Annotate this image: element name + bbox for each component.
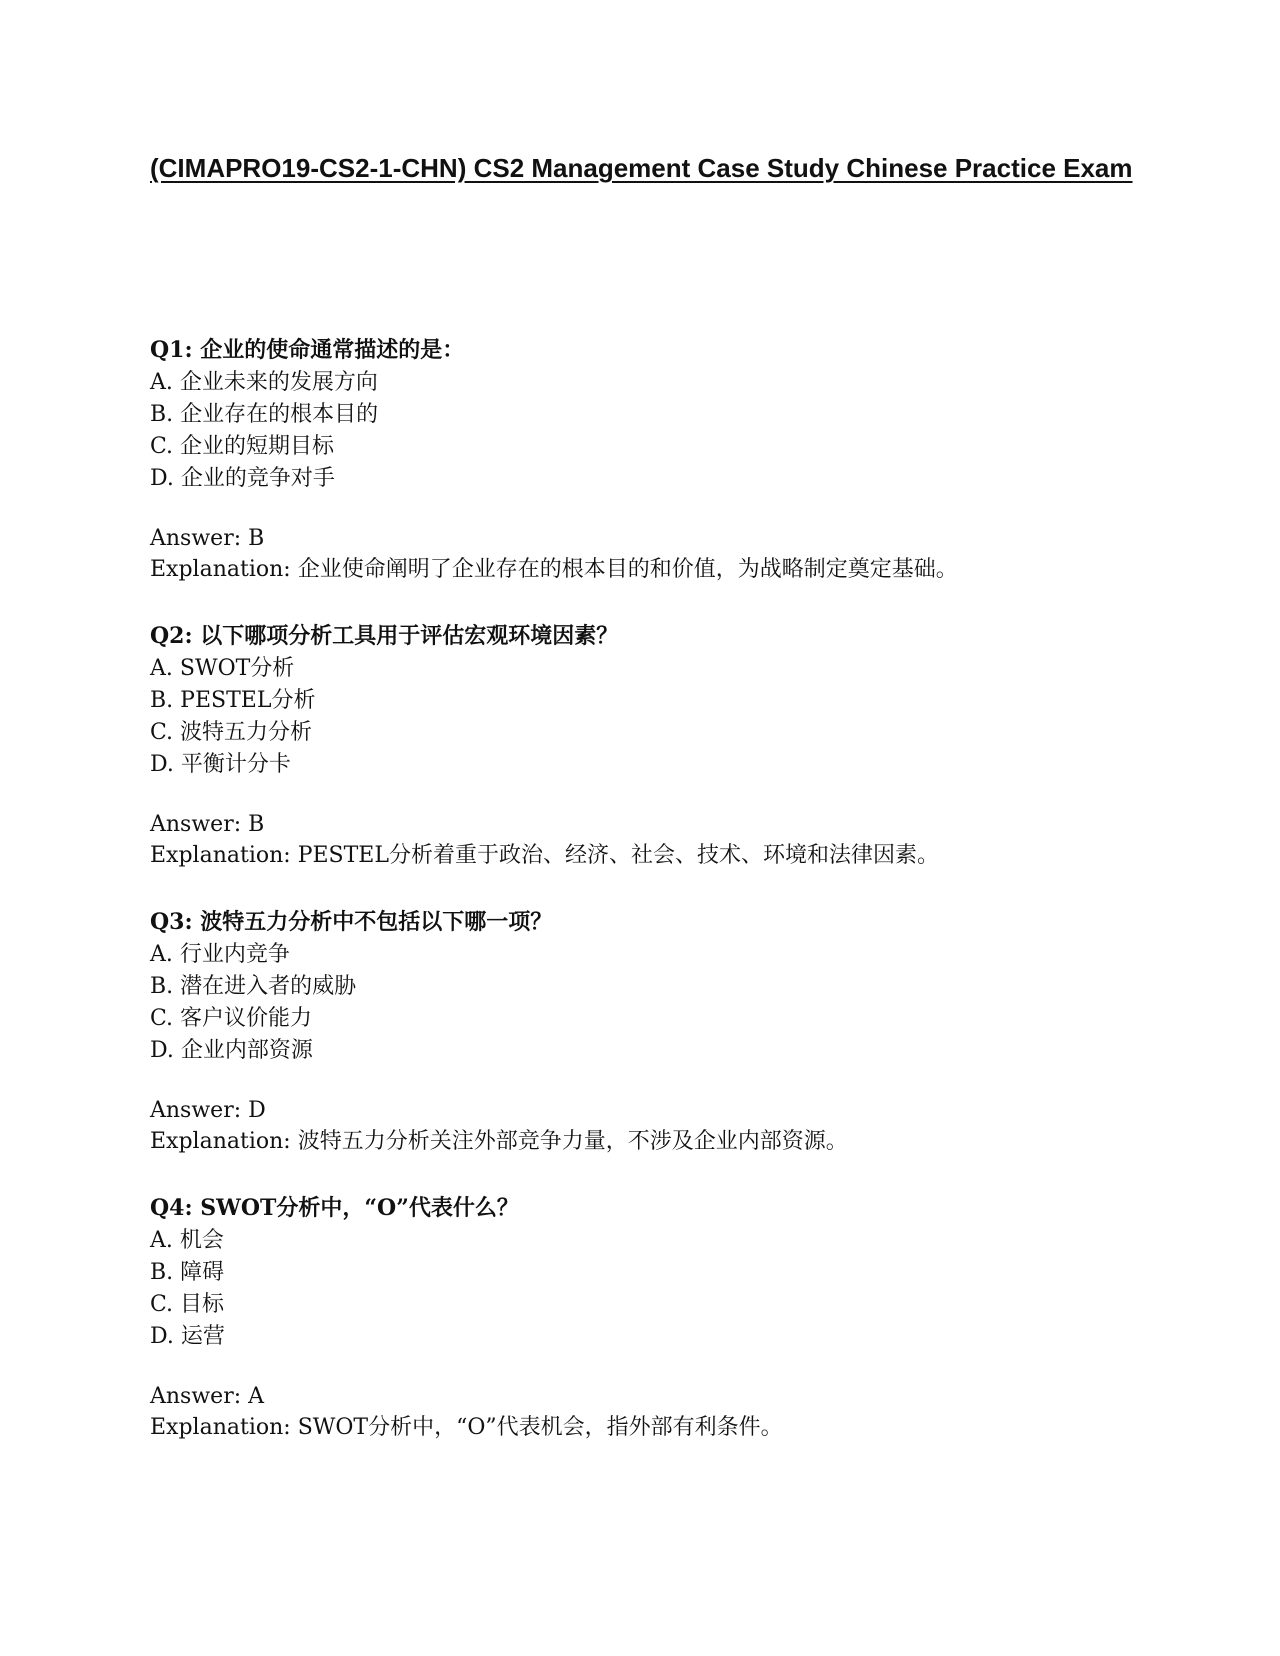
option-a	[150, 653, 1130, 685]
option-d	[150, 463, 1130, 495]
option-key: D.	[150, 752, 174, 777]
option-key: C.	[150, 434, 174, 459]
option-b	[150, 1257, 1130, 1289]
explanation-label: Explanation:	[150, 557, 298, 582]
answer-label: Answer:	[150, 812, 249, 837]
option-key: D.	[150, 466, 174, 491]
explanation-line	[150, 840, 1130, 871]
option-a	[150, 367, 1130, 399]
question-text: 以下哪项分析工具用于评估宏观环境因素？	[200, 623, 619, 649]
answer-label: Answer:	[150, 1098, 249, 1123]
option-text: 企业内部资源	[180, 1038, 313, 1063]
option-text: 运营	[180, 1324, 225, 1349]
option-a	[150, 1225, 1130, 1257]
answer-label: Answer:	[150, 1384, 249, 1409]
option-key: B.	[150, 974, 174, 999]
answer-block	[150, 523, 1130, 585]
option-text: 企业的短期目标	[180, 434, 335, 459]
explanation-text: PESTEL分析着重于政治、经济、社会、技术、环境和法律因素。	[297, 843, 939, 868]
option-key: A.	[150, 942, 173, 967]
question-text: 企业的使命通常描述的是：	[200, 337, 465, 363]
question-block-q4	[150, 1191, 1130, 1443]
question-block-q3	[150, 905, 1130, 1157]
option-key: B.	[150, 688, 174, 713]
exam-title: (CIMAPRO19-CS2-1-CHN) CS2 Management Case Study Chinese Practice Exam	[150, 153, 1133, 183]
question-heading	[150, 619, 1130, 653]
option-key: C.	[150, 1292, 174, 1317]
answer-line	[150, 809, 1130, 840]
option-key: B.	[150, 1260, 174, 1285]
explanation-text: SWOT分析中，“O”代表机会，指外部有利条件。	[297, 1415, 783, 1440]
answer-line	[150, 523, 1130, 554]
option-d	[150, 749, 1130, 781]
question-heading	[150, 1191, 1130, 1225]
question-block-q2	[150, 619, 1130, 871]
option-b	[150, 685, 1130, 717]
question-list	[150, 333, 1130, 1477]
option-c	[150, 1003, 1130, 1035]
question-text: 波特五力分析中不包括以下哪一项？	[200, 909, 553, 935]
answer-block	[150, 809, 1130, 871]
option-key: B.	[150, 402, 174, 427]
answer-value: B	[248, 812, 265, 837]
explanation-label: Explanation:	[150, 1415, 298, 1440]
option-c	[150, 431, 1130, 463]
option-key: A.	[150, 1228, 173, 1253]
option-c	[150, 717, 1130, 749]
option-text: PESTEL分析	[180, 688, 316, 713]
option-text: 企业未来的发展方向	[179, 370, 378, 395]
option-d	[150, 1035, 1130, 1067]
option-text: 机会	[179, 1228, 224, 1253]
explanation-label: Explanation:	[150, 843, 298, 868]
answer-line	[150, 1381, 1130, 1412]
option-key: C.	[150, 1006, 174, 1031]
question-number: Q1:	[150, 337, 193, 363]
option-text: SWOT分析	[179, 656, 295, 681]
question-number: Q4:	[150, 1195, 193, 1221]
option-c	[150, 1289, 1130, 1321]
option-d	[150, 1321, 1130, 1353]
answer-line	[150, 1095, 1130, 1126]
explanation-text: 企业使命阐明了企业存在的根本目的和价值，为战略制定奠定基础。	[297, 557, 958, 582]
option-key: D.	[150, 1038, 174, 1063]
answer-block	[150, 1095, 1130, 1157]
question-block-q1	[150, 333, 1130, 585]
question-heading	[150, 333, 1130, 367]
answer-value: B	[248, 526, 265, 551]
option-text: 企业存在的根本目的	[180, 402, 379, 427]
question-text: SWOT分析中，“O”代表什么？	[200, 1195, 519, 1221]
option-b	[150, 971, 1130, 1003]
option-text: 客户议价能力	[180, 1006, 313, 1031]
option-text: 行业内竞争	[179, 942, 290, 967]
option-text: 目标	[180, 1292, 225, 1317]
explanation-line	[150, 554, 1130, 585]
option-text: 企业的竞争对手	[180, 466, 335, 491]
explanation-line	[150, 1412, 1130, 1443]
answer-value: A	[248, 1384, 265, 1409]
answer-block	[150, 1381, 1130, 1443]
explanation-line	[150, 1126, 1130, 1157]
option-key: A.	[150, 370, 173, 395]
answer-value: D	[248, 1098, 266, 1123]
option-key: D.	[150, 1324, 174, 1349]
explanation-text: 波特五力分析关注外部竞争力量，不涉及企业内部资源。	[297, 1129, 848, 1154]
question-number: Q3:	[150, 909, 193, 935]
question-heading	[150, 905, 1130, 939]
option-text: 波特五力分析	[180, 720, 313, 745]
option-b	[150, 399, 1130, 431]
option-key: A.	[150, 656, 173, 681]
answer-label: Answer:	[150, 526, 249, 551]
option-key: C.	[150, 720, 174, 745]
option-a	[150, 939, 1130, 971]
option-text: 平衡计分卡	[180, 752, 291, 777]
option-text: 障碍	[180, 1260, 225, 1285]
question-number: Q2:	[150, 623, 193, 649]
option-text: 潜在进入者的威胁	[180, 974, 357, 999]
explanation-label: Explanation:	[150, 1129, 298, 1154]
